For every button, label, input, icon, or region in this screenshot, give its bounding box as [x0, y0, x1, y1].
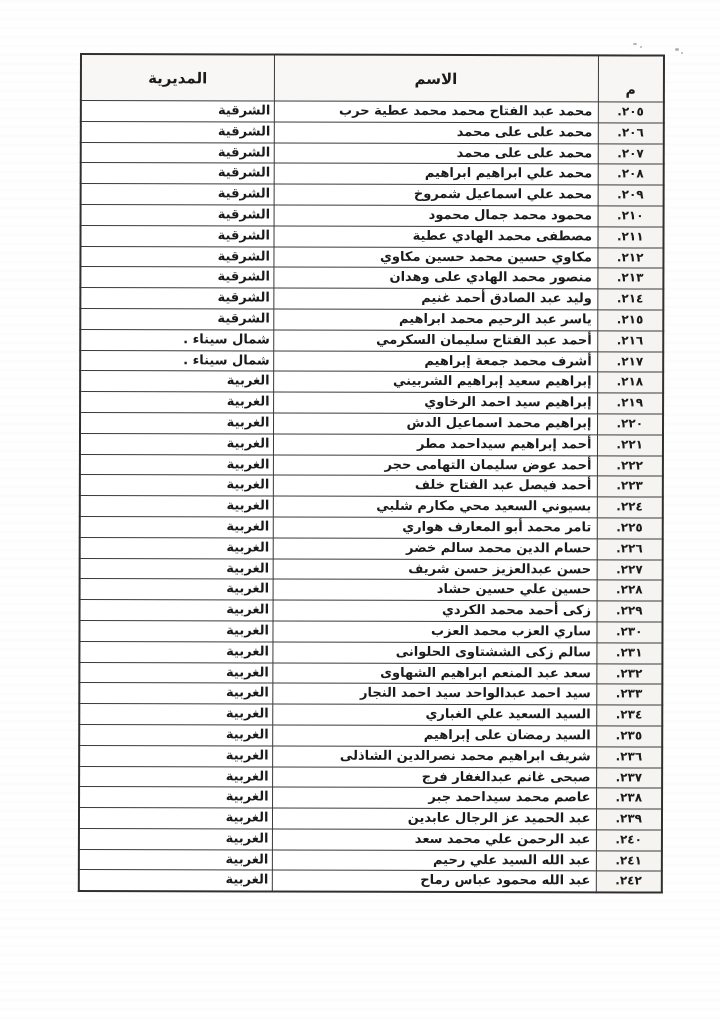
cell-name: حسن عبدالعزيز حسن شريف — [273, 559, 597, 581]
cell-name: ساري العزب محمد العزب — [272, 621, 596, 643]
cell-directorate: الغربية — [79, 620, 272, 641]
table-row — [80, 225, 663, 247]
table-row — [79, 704, 662, 726]
cell-directorate: الغربية — [80, 537, 273, 558]
cell-directorate: الشرقية — [80, 288, 273, 309]
table-row — [80, 246, 663, 268]
header-row — [81, 54, 664, 102]
cell-number: ٢٣٥. — [596, 726, 662, 747]
table-row — [81, 100, 664, 122]
cell-number: ٢٤١. — [596, 851, 662, 872]
table-row — [79, 828, 662, 850]
table-row — [81, 142, 664, 164]
cell-directorate: الغربية — [80, 371, 273, 392]
cell-directorate: الشرقية — [80, 225, 273, 246]
cell-number: ٢٣٧. — [596, 767, 662, 788]
table-row — [80, 288, 663, 310]
header-name: الاسم — [274, 55, 598, 102]
cell-number: ٢١٧. — [597, 351, 663, 372]
cell-directorate: شمال سيناء . — [80, 329, 273, 350]
cell-number: ٢٢١. — [597, 435, 663, 456]
cell-name: تامر محمد أبو المعارف هواري — [273, 517, 597, 539]
table-row — [79, 641, 662, 663]
cell-name: إبراهيم محمد اسماعيل الدش — [273, 413, 597, 435]
cell-number: ٢٤٠. — [596, 830, 662, 851]
cell-number: ٢٣٢. — [596, 663, 662, 684]
table-row — [80, 496, 663, 518]
cell-name: سالم زكى الششتاوى الحلوانى — [272, 642, 596, 664]
cell-directorate: الغربية — [79, 641, 272, 662]
table-row — [80, 308, 663, 330]
cell-number: ٢٣٣. — [596, 684, 662, 705]
cell-number: ٢٣٨. — [596, 788, 662, 809]
cell-number: ٢١٦. — [597, 331, 663, 352]
cell-directorate: الغربية — [80, 558, 273, 579]
cell-directorate: الغربية — [79, 870, 272, 892]
table-row — [81, 163, 664, 185]
cell-name: سعد عبد المنعم ابراهيم الشهاوى — [272, 663, 596, 685]
cell-number: ٢٣٤. — [596, 705, 662, 726]
cell-number: ٢١٣. — [597, 268, 663, 289]
cell-number: ٢٢٧. — [597, 559, 663, 580]
cell-directorate: الغربية — [80, 392, 273, 413]
table-row — [79, 745, 662, 767]
cell-number: ٢١٢. — [597, 247, 663, 268]
cell-directorate: الغربية — [79, 683, 272, 704]
cell-name: عبد الله السيد علي رحيم — [272, 850, 596, 872]
table-row — [80, 475, 663, 497]
cell-directorate: الشرقية — [81, 184, 274, 205]
table-row — [79, 662, 662, 684]
cell-name: مصطفى محمد الهادي عطية — [273, 226, 597, 248]
cell-name: أحمد إبراهيم سيداحمد مطر — [273, 434, 597, 456]
cell-directorate: الغربية — [79, 724, 272, 745]
cell-number: ٢٢٣. — [597, 476, 663, 497]
cell-number: ٢٢٩. — [597, 601, 663, 622]
cell-directorate: الغربية — [79, 787, 272, 808]
cell-name: محمد علي اسماعيل شمروخ — [274, 184, 598, 206]
cell-number: ٢٢٨. — [597, 580, 663, 601]
cell-name: بسيوني السعيد محي مكارم شلبي — [273, 496, 597, 518]
scan-speck — [640, 46, 642, 48]
table-row — [80, 516, 663, 538]
cell-number: ٢٢٢. — [597, 455, 663, 476]
cell-directorate: الشرقية — [81, 163, 274, 184]
cell-number: ٢٠٥. — [598, 102, 664, 123]
cell-directorate: الغربية — [79, 828, 272, 849]
table-row — [80, 433, 663, 455]
cell-number: ٢٢٥. — [597, 518, 663, 539]
cell-directorate: الغربية — [79, 745, 272, 766]
table-row — [79, 620, 662, 642]
cell-directorate: الغربية — [79, 808, 272, 829]
cell-number: ٢١٥. — [597, 310, 663, 331]
cell-number: ٢١٠. — [598, 206, 664, 227]
cell-name: عبد الرحمن علي محمد سعد — [272, 829, 596, 851]
cell-directorate: الشرقية — [81, 100, 274, 121]
cell-number: ٢١١. — [597, 227, 663, 248]
cell-name: سيد احمد عبدالواحد سيد احمد النجار — [272, 683, 596, 705]
table-row — [80, 371, 663, 393]
cell-number: ٢٣٩. — [596, 809, 662, 830]
table-row — [81, 204, 664, 226]
cell-directorate: الغربية — [80, 496, 273, 517]
cell-directorate: الشرقية — [80, 246, 273, 267]
cell-number: ٢٠٦. — [598, 123, 664, 144]
cell-name: أشرف محمد جمعة إبراهيم — [273, 351, 597, 373]
cell-name: إبراهيم سيد احمد الرخاوي — [273, 392, 597, 414]
table-row — [80, 537, 663, 559]
table-row — [81, 184, 664, 206]
cell-name: عاصم محمد سيداحمد جبر — [272, 787, 596, 809]
header-number: م — [598, 55, 664, 102]
cell-number: ٢٣١. — [596, 643, 662, 664]
cell-number: ٢٢٠. — [597, 414, 663, 435]
table-row — [80, 600, 663, 622]
table-row — [80, 267, 663, 289]
cell-number: ٢٠٧. — [598, 143, 664, 164]
cell-directorate: الشرقية — [80, 267, 273, 288]
cell-number: ٢٠٩. — [598, 185, 664, 206]
cell-name: عبد الحميد عز الرجال عابدين — [272, 808, 596, 830]
roster-table — [78, 53, 665, 894]
table-row — [81, 121, 664, 143]
cell-number: ٢١٤. — [597, 289, 663, 310]
table-row — [79, 724, 662, 746]
table-row — [80, 454, 663, 476]
table-row — [80, 329, 663, 351]
table-row — [80, 412, 663, 434]
table-row — [80, 579, 663, 601]
cell-name: محمد على على محمد — [274, 122, 598, 144]
cell-name: وليد عبد الصادق أحمد غنيم — [273, 288, 597, 310]
cell-name: أحمد فيصل عبد الفتاح خلف — [273, 475, 597, 497]
cell-name: السيد رمضان على إبراهيم — [272, 725, 596, 747]
table-row — [80, 392, 663, 414]
cell-name: أحمد عبد الفتاح سليمان السكرمي — [273, 330, 597, 352]
cell-directorate: الغربية — [80, 454, 273, 475]
table-row — [79, 849, 662, 871]
cell-number: ٢١٩. — [597, 393, 663, 414]
cell-number: ٢٢٤. — [597, 497, 663, 518]
cell-directorate: الشرقية — [80, 308, 273, 329]
cell-number: ٢١٨. — [597, 372, 663, 393]
cell-name: حسين علي حسين حشاد — [273, 579, 597, 601]
table-row — [80, 558, 663, 580]
cell-name: محمد على على محمد — [274, 143, 598, 165]
cell-directorate: الغربية — [80, 412, 273, 433]
cell-directorate: الغربية — [80, 579, 273, 600]
cell-name: محمد عبد الفتاح محمد محمد عطية حرب — [274, 101, 598, 123]
cell-name: أحمد عوض سليمان التهامى حجر — [273, 455, 597, 477]
scan-speck — [633, 43, 637, 45]
cell-directorate: شمال سيناء . — [80, 350, 273, 371]
cell-number: ٢٠٨. — [598, 164, 664, 185]
cell-name: مكاوي حسين محمد حسين مكاوي — [273, 247, 597, 269]
cell-directorate: الغربية — [79, 849, 272, 870]
cell-directorate: الغربية — [80, 475, 273, 496]
table-row — [79, 766, 662, 788]
table-row — [79, 808, 662, 830]
cell-name: محمود محمد جمال محمود — [274, 205, 598, 227]
cell-name: عبد الله محمود عباس رماح — [272, 870, 596, 892]
table-row — [80, 350, 663, 372]
cell-directorate: الغربية — [79, 766, 272, 787]
cell-name: حسام الدين محمد سالم خضر — [273, 538, 597, 560]
cell-directorate: الشرقية — [81, 142, 274, 163]
cell-name: ياسر عبد الرحيم محمد ابراهيم — [273, 309, 597, 331]
cell-directorate: الشرقية — [81, 121, 274, 142]
cell-directorate: الغربية — [79, 662, 272, 683]
cell-name: السيد السعيد علي الغباري — [272, 704, 596, 726]
header-directorate: المديرية — [81, 54, 274, 101]
cell-directorate: الغربية — [79, 704, 272, 725]
scan-speck — [675, 48, 679, 51]
cell-number: ٢٣٦. — [596, 747, 662, 768]
cell-number: ٢٤٢. — [596, 871, 662, 892]
cell-name: محمد علي ابراهيم ابراهيم — [274, 163, 598, 185]
cell-name: منصور محمد الهادي على وهدان — [273, 267, 597, 289]
table-row — [79, 787, 662, 809]
cell-name: زكى أحمد محمد الكردي — [273, 600, 597, 622]
cell-name: إبراهيم سعيد إبراهيم الشربيني — [273, 371, 597, 393]
cell-number: ٢٣٠. — [596, 622, 662, 643]
cell-name: شريف ابراهيم محمد نصرالدين الشاذلى — [272, 746, 596, 768]
cell-directorate: الشرقية — [81, 204, 274, 225]
scan-speck — [681, 52, 683, 54]
cell-number: ٢٢٦. — [597, 539, 663, 560]
cell-name: صبحى غانم عبدالغفار فرج — [272, 767, 596, 789]
table-row — [79, 683, 662, 705]
cell-directorate: الغربية — [80, 433, 273, 454]
cell-directorate: الغربية — [80, 600, 273, 621]
table-row — [79, 870, 662, 893]
cell-directorate: الغربية — [80, 516, 273, 537]
roster-table-container — [80, 53, 665, 894]
